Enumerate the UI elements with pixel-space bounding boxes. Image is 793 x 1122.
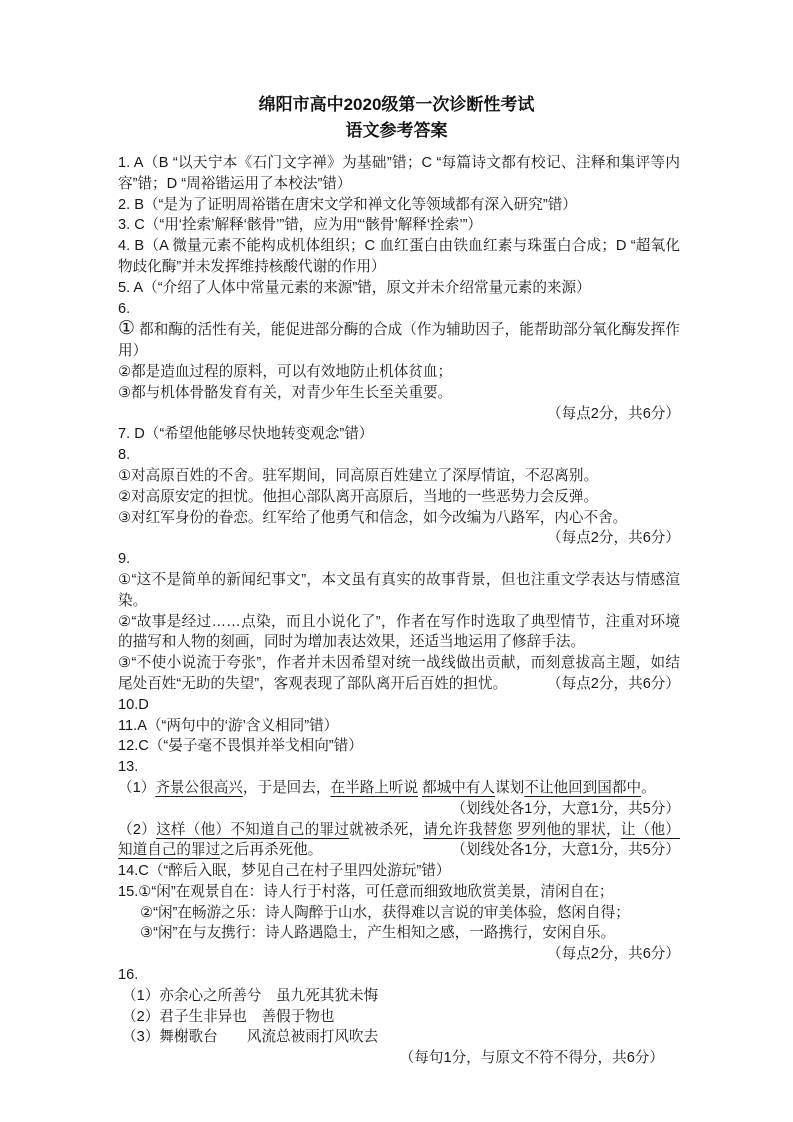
answer-line	[118, 153, 680, 195]
text-segment: ，于是回去，	[242, 779, 331, 796]
answer-line	[118, 278, 680, 299]
answer-line	[118, 986, 680, 1007]
text-segment: 11.A（“两句中的‘游’含义相同”错）	[118, 717, 339, 734]
answer-line	[118, 424, 680, 445]
text-segment: 5. A（“介绍了人体中常量元素的来源”错，原文并未介绍常量元素的来源）	[118, 279, 591, 296]
answer-line	[118, 695, 680, 716]
underlined-text: 齐景公很高兴	[155, 779, 243, 796]
text-segment: ①对高原百姓的不舍。驻军期间，同高原百姓建立了深厚情谊，不忍离别。	[118, 467, 599, 484]
text-segment: （2）	[118, 821, 157, 838]
answer-line	[118, 965, 680, 986]
score-note-line	[118, 528, 680, 549]
answer-line	[118, 383, 680, 404]
answer-line	[118, 236, 680, 278]
score-note-line	[118, 1048, 680, 1069]
text-segment: 10.D	[118, 696, 149, 713]
underlined-text: 罗列他的罪状	[516, 821, 606, 838]
answer-line	[118, 716, 680, 737]
score-note: （每句1分，与原文不符不得分，共6分）	[399, 1050, 664, 1067]
underlined-text: 不让他回到国都中	[524, 779, 642, 796]
answer-line	[118, 570, 680, 612]
text-segment: 16.	[118, 967, 139, 984]
text-segment: ②“闲”在畅游之乐：诗人陶醉于山水，获得难以言说的审美体验，悠闲自得；	[140, 904, 630, 921]
text-segment: 15.①“闲”在观景自在：诗人行于村落，可任意而细致地欣赏美景，清闲自在；	[118, 883, 614, 900]
underlined-text: 让（他）知道自己的罪过	[118, 821, 680, 859]
score-note: （每点2分，共6分）	[547, 405, 680, 422]
text-segment: ③“闲”在与友携行：诗人路遇隐士，产生相知之感，一路携行，安闲自乐。	[140, 925, 616, 942]
answer-line	[118, 215, 680, 236]
text-segment: 谋划	[495, 779, 525, 796]
answer-line	[118, 820, 680, 862]
answer-line	[118, 445, 680, 466]
text-segment: （3）舞榭歌台 风流总被雨打风吹去	[122, 1029, 379, 1046]
circled-number: ①	[118, 318, 136, 340]
answer-line	[118, 778, 680, 799]
text-segment: 8.	[118, 447, 131, 464]
answer-key-subtitle: 语文参考答案	[345, 121, 448, 140]
text-segment: 13.	[118, 759, 139, 776]
text-segment: （1）	[118, 779, 156, 796]
text-segment: 都和酶的活性有关，能促进部分酶的合成（作为辅助因子，能帮助部分氧化酶发挥作用）	[118, 322, 680, 360]
answer-line	[118, 653, 680, 695]
text-segment: 7. D（“希望他能够尽快地转变观念”错）	[118, 426, 374, 443]
underlined-text: 这样（他）不知道自己的罪过	[156, 821, 350, 838]
answer-line	[118, 487, 680, 508]
text-segment: 2. B（“是为了证明周裕锴在唐宋文学和禅文化等领域都有深入研究”错）	[118, 196, 577, 213]
text-segment: ③都与机体骨骼发育有关，对青少年生长至关重要。	[118, 384, 453, 401]
text-segment: ②对高原安定的担忧。他担心部队离开高原后，当地的一些恶势力会反弹。	[118, 488, 599, 505]
score-note: （划线处各1分，大意1分，共5分）	[451, 800, 680, 817]
text-segment: 12.C（“晏子毫不畏惧并举戈相向”错）	[118, 738, 363, 755]
text-segment: 。	[641, 779, 656, 796]
text-segment: 之后再杀死他。	[220, 842, 323, 859]
answer-line	[118, 508, 680, 529]
answer-line	[118, 882, 680, 903]
answer-line	[118, 736, 680, 757]
text-segment: ②“故事是经过……点染，而且小说化了”，作者在写作时选取了典型情节，注重对环境的描写和人物的刻画，同时为增加表达效果，还适当地运用了修辞手法。	[118, 613, 680, 651]
underlined-text: 在半路上听说	[330, 779, 419, 796]
exam-title: 绵阳市高中2020级第一次诊断性考试	[258, 95, 535, 114]
score-note: （每点2分，共6分）	[547, 675, 680, 692]
score-note: （每点2分，共6分）	[547, 946, 680, 963]
answer-line	[118, 1027, 680, 1048]
text-segment: 1. A（B “以天宁本《石门文字禅》为基础”错；C “每篇诗文都有校记、注释和集评等内容”错；D “周裕锴运用了本校法”错）	[118, 155, 680, 192]
answer-line	[118, 861, 680, 882]
answer-line	[118, 319, 680, 362]
text-segment: 3. C（“用‘拴索’解释‘骸骨’”错，应为用“‘骸骨’解释‘拴索’”）	[118, 217, 483, 234]
score-note-line	[118, 799, 680, 820]
text-segment: ③对红军身份的眷恋。红军给了他勇气和信念，如今改编为八路军，内心不舍。	[118, 509, 628, 526]
text-segment: ，	[605, 821, 621, 838]
answer-line	[118, 466, 680, 487]
text-segment: 6.	[118, 300, 131, 317]
answer-line	[118, 757, 680, 778]
score-note-line	[118, 944, 680, 965]
text-segment: ②都是造血过程的原料，可以有效地防止机体贫血；	[118, 363, 453, 380]
text-segment: ①“这不是简单的新闻纪事文”，本文虽有真实的故事背景，但也注重文学表达与情感渲染。	[118, 571, 680, 609]
text-segment: 14.C（“醉后入眠，梦见自己在村子里四处游玩”错）	[118, 863, 451, 880]
underlined-text: 都城中有人	[422, 779, 496, 796]
answer-line	[118, 299, 680, 320]
score-note: （划线处各1分，大意1分，共5分）	[451, 842, 680, 859]
document-header	[0, 92, 793, 144]
answer-line	[118, 612, 680, 654]
text-segment: （1）亦余心之所善兮 虽九死其犹未悔	[122, 987, 379, 1004]
score-note: （每点2分，共6分）	[547, 530, 680, 547]
answer-line	[118, 362, 680, 383]
answer-line	[118, 549, 680, 570]
text-segment: ③“不使小说流于夸张”，作者并未因希望对统一战线做出贡献，而刻意拔高主题，如结尾处百姓“无助的失望”，客观表现了部队离开后百姓的担忧。	[118, 655, 680, 692]
text-segment: （2）君子生非异也 善假于物也	[122, 1008, 335, 1025]
text-segment: 4. B（A 微量元素不能构成机体组织；C 血红蛋白由铁血红素与珠蛋白合成；D “超氧化物歧化酶”并未发挥维持核酸代谢的作用）	[118, 238, 680, 275]
answer-line	[118, 1007, 680, 1028]
score-note-line	[118, 404, 680, 425]
answer-line	[118, 923, 680, 944]
document-body	[118, 153, 680, 1069]
underlined-text: 请允许我替您	[423, 821, 513, 838]
answer-line	[118, 903, 680, 924]
text-segment: 9.	[118, 551, 131, 568]
answer-line	[118, 195, 680, 216]
text-segment: 就被杀死，	[349, 821, 424, 838]
